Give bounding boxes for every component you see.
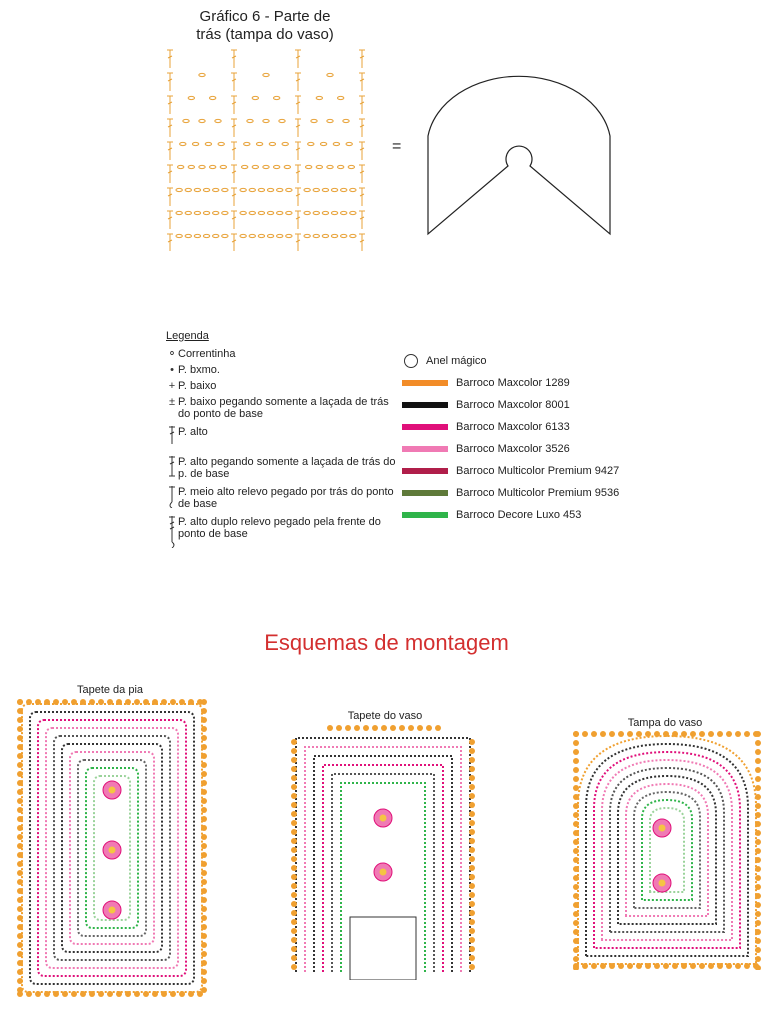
yarn-label: Barroco Maxcolor 3526 <box>456 443 570 455</box>
lid-outline <box>428 76 610 234</box>
chain-icon: ⚬ <box>167 348 177 360</box>
yarn-label: Barroco Maxcolor 6133 <box>456 421 570 433</box>
legend-label: P. baixo pegando somente a laçada de trás do ponto de base <box>178 396 389 420</box>
magic-ring-icon <box>404 354 418 368</box>
legend-label: Correntinha <box>178 348 236 360</box>
legend-item <box>166 380 396 392</box>
double-crochet-back-loop-icon <box>166 456 178 482</box>
legend-item <box>166 364 396 376</box>
chart-title-line1: Gráfico 6 - Parte de <box>199 8 331 25</box>
chart-title-line2: trás (tampa do vaso) <box>196 26 334 43</box>
yarn-swatch <box>402 380 448 386</box>
legend <box>166 330 396 554</box>
legend-item <box>166 348 396 360</box>
yarn-row <box>402 460 662 482</box>
legend-label: P. bxmo. <box>178 364 220 376</box>
single-crochet-back-loop-icon: ± <box>168 396 176 408</box>
chart-title <box>0 8 530 44</box>
yarn-swatch <box>402 424 448 430</box>
magic-ring-label: Anel mágico <box>426 355 487 367</box>
slip-stitch-icon: • <box>170 364 174 376</box>
yarn-row <box>402 372 662 394</box>
legend-label: P. alto pegando somente a laçada de trás do p. de base <box>178 456 396 480</box>
legend-item <box>166 426 396 452</box>
legend-title: Legenda <box>166 330 209 342</box>
scheme-toilet-rug <box>290 722 476 980</box>
scheme-label-sink-rug: Tapete da pia <box>76 684 144 696</box>
scheme-sink-rug <box>16 698 208 998</box>
yarn-row <box>402 394 662 416</box>
legend-label: P. alto <box>178 426 208 438</box>
double-crochet-icon <box>166 426 178 452</box>
stitch-chart <box>160 46 375 251</box>
yarn-row <box>402 482 662 504</box>
yarn-label: Barroco Maxcolor 1289 <box>456 377 570 389</box>
yarn-swatch <box>402 468 448 474</box>
scheme-label-toilet-rug: Tapete do vaso <box>347 710 423 722</box>
legend-label: P. meio alto relevo pegado por trás do ponto de base <box>178 486 394 510</box>
yarn-label: Barroco Multicolor Premium 9427 <box>456 465 620 477</box>
lid-shape-diagram <box>420 66 620 241</box>
yarn-swatch <box>402 402 448 408</box>
legend-item <box>166 456 396 482</box>
yarn-label: Barroco Multicolor Premium 9536 <box>456 487 620 499</box>
magic-ring-row <box>402 350 662 372</box>
legend-item <box>166 396 396 422</box>
yarn-key <box>402 350 662 526</box>
yarn-label: Barroco Maxcolor 8001 <box>456 399 570 411</box>
yarn-swatch <box>402 490 448 496</box>
yarn-swatch <box>402 446 448 452</box>
scheme-lid-cover <box>572 730 762 970</box>
scheme-label-lid-cover: Tampa do vaso <box>627 717 703 729</box>
yarn-row <box>402 438 662 460</box>
legend-item <box>166 486 396 512</box>
assembly-title: Esquemas de montagem <box>264 630 509 655</box>
legend-item <box>166 516 396 550</box>
yarn-row <box>402 416 662 438</box>
yarn-swatch <box>402 512 448 518</box>
legend-label: P. alto duplo relevo pegado pela frente do ponto de base <box>178 516 381 540</box>
yarn-label: Barroco Decore Luxo 453 <box>456 509 582 521</box>
equals-sign: = <box>392 138 402 155</box>
legend-label: P. baixo <box>178 380 217 392</box>
front-post-treble-icon <box>166 516 178 550</box>
yarn-row <box>402 504 662 526</box>
single-crochet-icon: + <box>168 380 176 392</box>
back-post-half-double-icon <box>166 486 178 512</box>
